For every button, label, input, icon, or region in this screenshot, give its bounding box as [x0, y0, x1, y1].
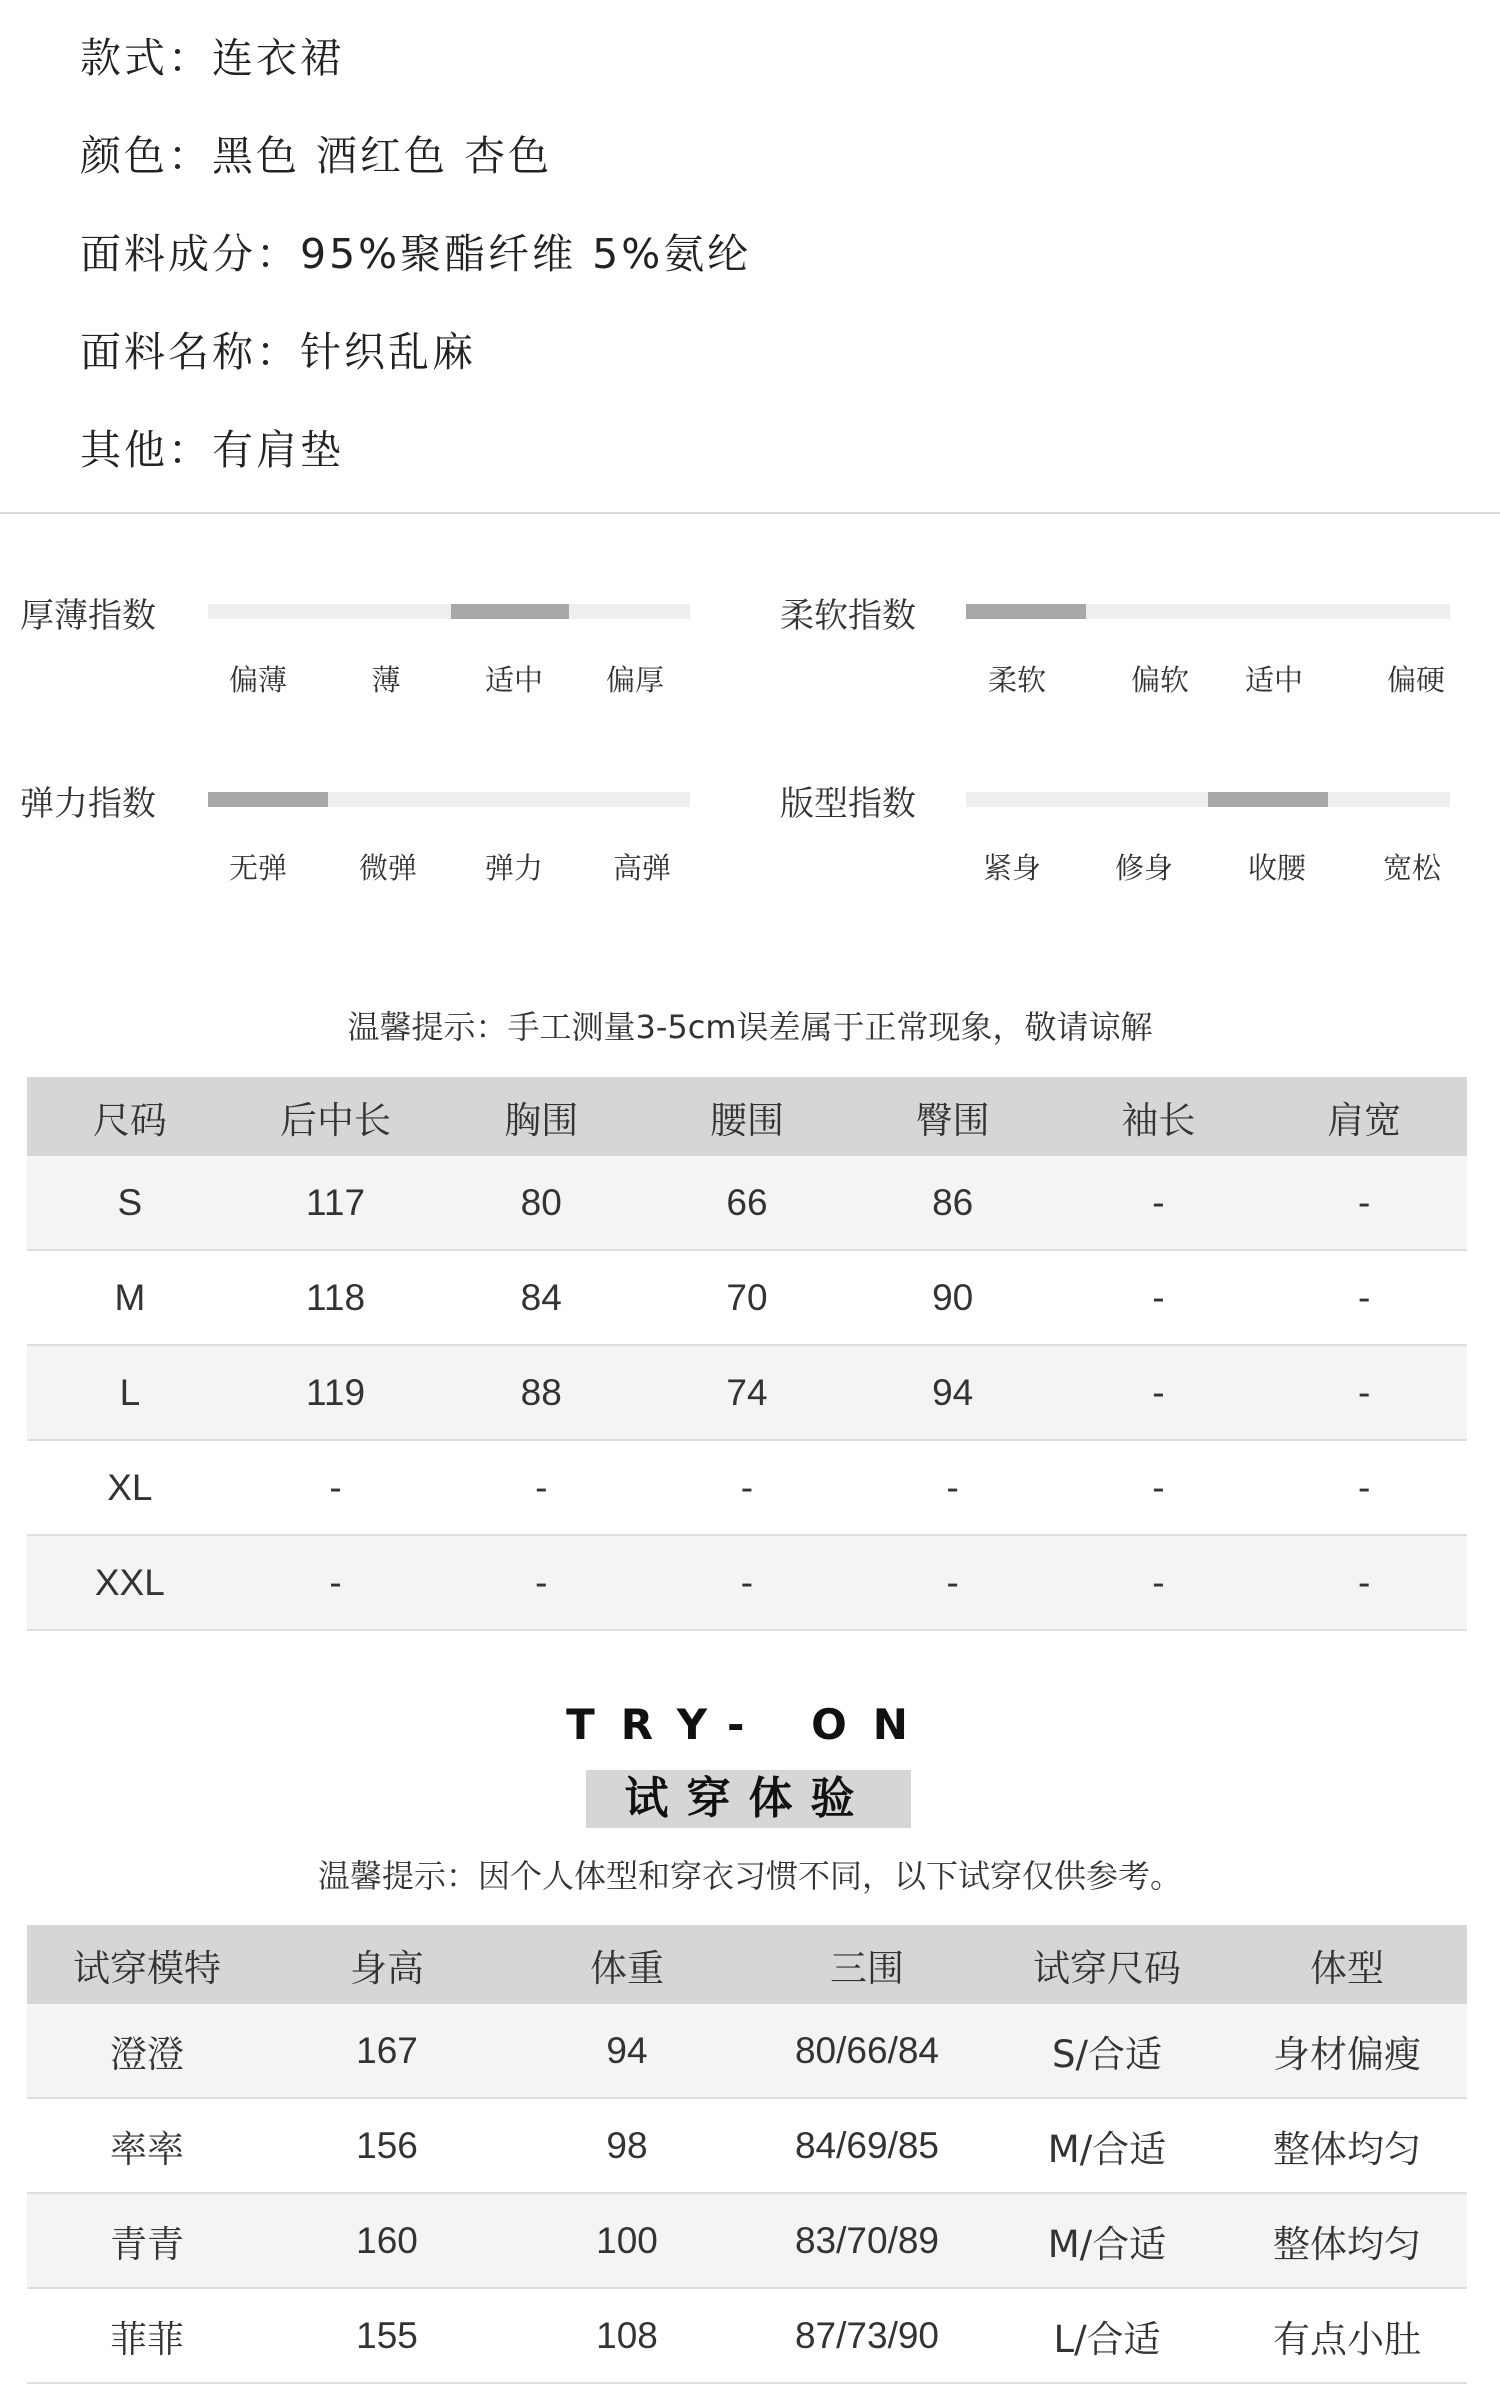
index-option: 偏厚	[605, 663, 664, 697]
tryon-title-en: TRY- ON	[566, 1700, 934, 1749]
table-cell: 86	[850, 1156, 1056, 1250]
table-cell: -	[1056, 1345, 1262, 1440]
index-option: 薄	[371, 663, 401, 697]
table-cell: M/合适	[987, 2193, 1227, 2288]
table-row	[27, 2004, 1467, 2098]
table-row	[27, 2193, 1467, 2288]
header-cell: 三围	[747, 1925, 987, 2004]
index-track	[966, 792, 1450, 807]
table-cell: -	[1261, 1156, 1467, 1250]
table-cell: 有点小肚	[1227, 2288, 1467, 2383]
index-option: 偏薄	[228, 663, 287, 697]
header-cell: 后中长	[233, 1077, 439, 1156]
table-cell: 87/73/90	[747, 2288, 987, 2383]
table-cell: 94	[507, 2004, 747, 2098]
table-cell: 70	[644, 1250, 850, 1345]
product-attributes	[80, 28, 751, 518]
index-level-bar	[1208, 792, 1328, 807]
table-cell: 98	[507, 2098, 747, 2193]
header-cell: 尺码	[27, 1077, 233, 1156]
header-cell: 体重	[507, 1925, 747, 2004]
table-cell: 167	[267, 2004, 507, 2098]
table-row	[27, 1250, 1467, 1345]
table-cell: 94	[850, 1345, 1056, 1440]
table-cell: 160	[267, 2193, 507, 2288]
table-cell: 155	[267, 2288, 507, 2383]
attr-other: 其他：有肩垫	[80, 426, 344, 474]
index-option: 适中	[1244, 663, 1303, 697]
index-level-bar	[451, 604, 569, 619]
table-cell: 117	[233, 1156, 439, 1250]
table-cell: 156	[267, 2098, 507, 2193]
table-cell: 88	[438, 1345, 644, 1440]
table-cell: 100	[507, 2193, 747, 2288]
header-cell: 身高	[267, 1925, 507, 2004]
table-cell: 118	[233, 1250, 439, 1345]
index-track	[966, 604, 1450, 619]
index-option: 修身	[1114, 851, 1173, 885]
index-option: 高弹	[612, 851, 671, 885]
table-cell: 澄澄	[27, 2004, 267, 2098]
table-cell: 80	[438, 1156, 644, 1250]
index-label: 版型指数	[780, 784, 916, 824]
table-row	[27, 2098, 1467, 2193]
table-cell: -	[1056, 1156, 1262, 1250]
table-cell: 身材偏瘦	[1227, 2004, 1467, 2098]
index-option: 宽松	[1382, 851, 1441, 885]
thickness-index	[20, 588, 700, 698]
table-cell: 84/69/85	[747, 2098, 987, 2193]
index-option: 偏软	[1130, 663, 1189, 697]
table-cell: -	[1261, 1440, 1467, 1535]
softness-index	[780, 588, 1480, 698]
table-row	[27, 1156, 1467, 1250]
table-cell: 90	[850, 1250, 1056, 1345]
table-row	[27, 1535, 1467, 1630]
tryon-table-header	[27, 1925, 1467, 2004]
table-cell: S/合适	[987, 2004, 1227, 2098]
fit-index	[780, 776, 1480, 886]
index-option: 微弹	[358, 851, 417, 885]
table-cell: -	[850, 1535, 1056, 1630]
table-cell: 整体均匀	[1227, 2193, 1467, 2288]
table-cell: M	[27, 1250, 233, 1345]
index-option: 收腰	[1247, 851, 1306, 885]
table-row	[27, 1440, 1467, 1535]
index-option: 偏硬	[1386, 663, 1445, 697]
index-option: 柔软	[987, 663, 1046, 697]
table-cell: 青青	[27, 2193, 267, 2288]
index-option: 弹力	[484, 851, 543, 885]
attr-style: 款式：连衣裙	[80, 34, 344, 82]
table-cell: 整体均匀	[1227, 2098, 1467, 2193]
header-cell: 袖长	[1056, 1077, 1262, 1156]
table-cell: XL	[27, 1440, 233, 1535]
tryon-title-cn: 试穿体验	[586, 1770, 911, 1828]
tryon-tip: 温馨提示：因个人体型和穿衣习惯不同，以下试穿仅供参考。	[317, 1857, 1182, 1895]
elasticity-index	[20, 776, 700, 886]
table-cell: -	[438, 1535, 644, 1630]
header-cell: 体型	[1227, 1925, 1467, 2004]
header-cell: 胸围	[438, 1077, 644, 1156]
table-cell: 74	[644, 1345, 850, 1440]
index-option: 紧身	[982, 851, 1041, 885]
table-cell: -	[1056, 1250, 1262, 1345]
table-cell: -	[644, 1440, 850, 1535]
section-divider	[0, 512, 1500, 514]
table-cell: L	[27, 1345, 233, 1440]
attr-fabric-composition: 面料成分：95%聚酯纤维 5%氨纶	[80, 230, 752, 278]
table-cell: -	[644, 1535, 850, 1630]
header-cell: 试穿尺码	[987, 1925, 1227, 2004]
tryon-table	[27, 1925, 1467, 2384]
table-cell: L/合适	[987, 2288, 1227, 2383]
index-label: 弹力指数	[20, 784, 156, 824]
table-cell: 率率	[27, 2098, 267, 2193]
index-track	[208, 604, 690, 619]
header-cell: 试穿模特	[27, 1925, 267, 2004]
table-cell: 80/66/84	[747, 2004, 987, 2098]
table-cell: 84	[438, 1250, 644, 1345]
table-cell: -	[1261, 1535, 1467, 1630]
table-cell: 108	[507, 2288, 747, 2383]
table-cell: -	[850, 1440, 1056, 1535]
table-cell: -	[438, 1440, 644, 1535]
attr-color: 颜色：黑色 酒红色 杏色	[80, 132, 553, 180]
table-cell: S	[27, 1156, 233, 1250]
table-cell: -	[1261, 1250, 1467, 1345]
table-row	[27, 1345, 1467, 1440]
attr-fabric-name: 面料名称：针织乱麻	[80, 328, 476, 376]
header-cell: 腰围	[644, 1077, 850, 1156]
table-cell: -	[1261, 1345, 1467, 1440]
table-cell: 菲菲	[27, 2288, 267, 2383]
table-cell: XXL	[27, 1535, 233, 1630]
index-label: 柔软指数	[780, 596, 916, 636]
table-cell: -	[233, 1440, 439, 1535]
size-table-tip: 温馨提示：手工测量3-5cm误差属于正常现象，敬请谅解	[347, 1008, 1153, 1046]
header-cell: 臀围	[850, 1077, 1056, 1156]
table-cell: M/合适	[987, 2098, 1227, 2193]
size-table	[27, 1077, 1467, 1631]
index-level-bar	[966, 604, 1086, 619]
index-level-bar	[208, 792, 328, 807]
index-option: 无弹	[228, 851, 287, 885]
table-cell: -	[1056, 1535, 1262, 1630]
size-table-header	[27, 1077, 1467, 1156]
index-option: 适中	[484, 663, 543, 697]
table-cell: 83/70/89	[747, 2193, 987, 2288]
table-cell: -	[1056, 1440, 1262, 1535]
index-track	[208, 792, 690, 807]
table-cell: -	[233, 1535, 439, 1630]
table-cell: 119	[233, 1345, 439, 1440]
table-cell: 66	[644, 1156, 850, 1250]
header-cell: 肩宽	[1261, 1077, 1467, 1156]
index-label: 厚薄指数	[20, 596, 156, 636]
table-row	[27, 2288, 1467, 2383]
